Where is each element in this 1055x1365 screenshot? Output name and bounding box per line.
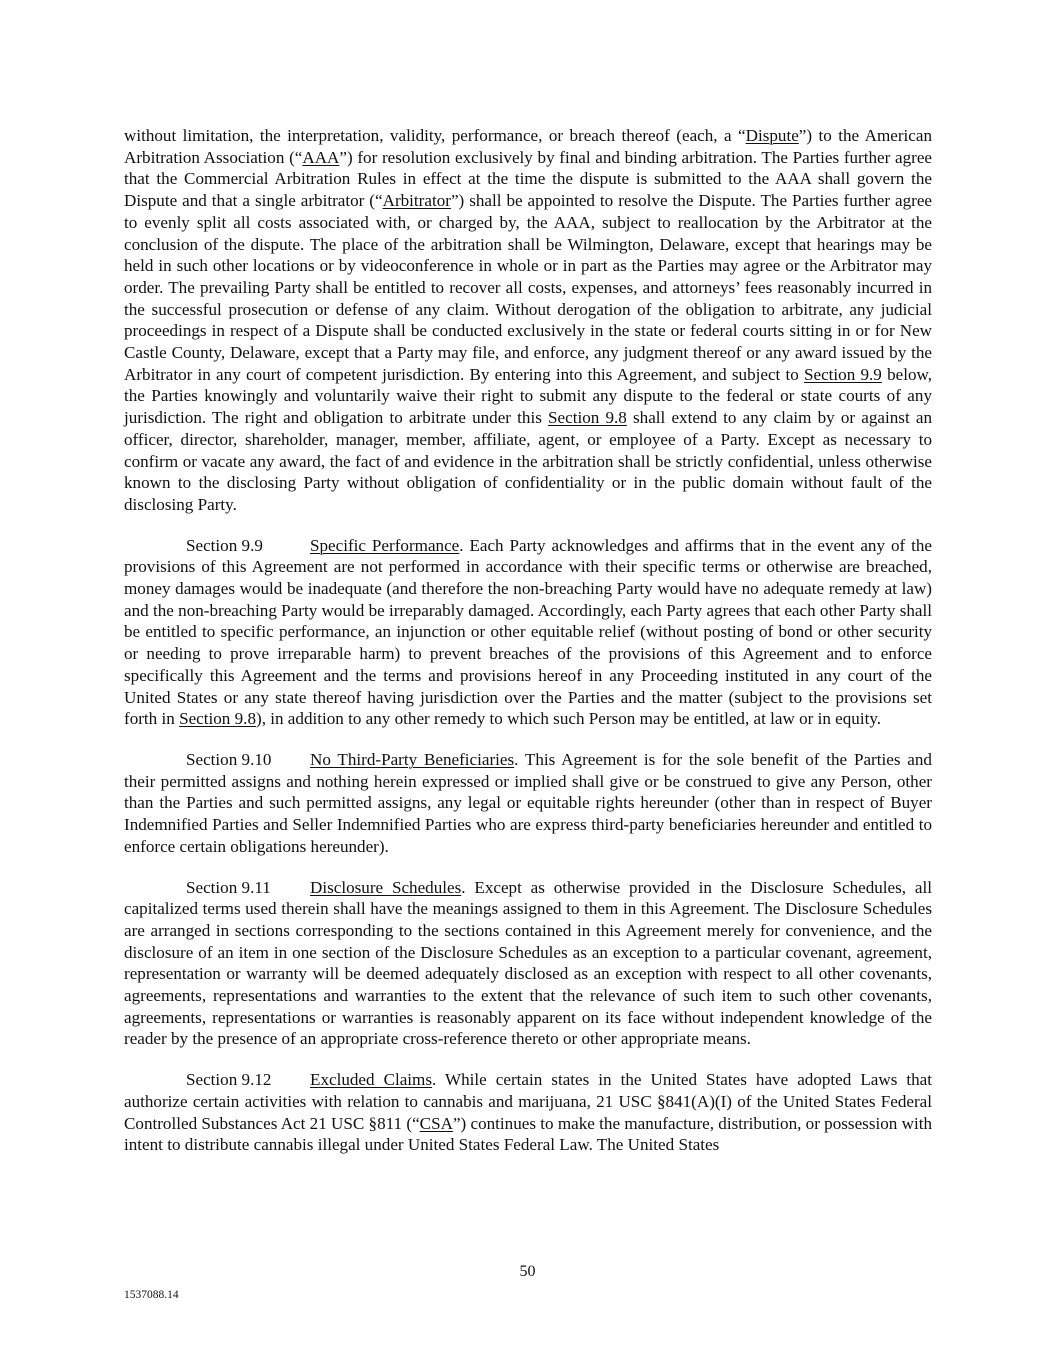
- document-id: 1537088.14: [124, 1289, 179, 1301]
- document-body: [124, 125, 932, 1175]
- defined-term-dispute: Dispute: [745, 126, 799, 145]
- section-heading: Specific Performance: [310, 535, 460, 555]
- section-number: Section 9.12: [186, 1070, 272, 1090]
- section-number: Section 9.10: [186, 749, 272, 769]
- cross-ref-section-9-9: Section 9.9: [804, 364, 882, 384]
- section-9-11: Section 9.11 Disclosure Schedules. Except as otherwise provided in the Disclosure Schedules, all capitalized terms used therein shall have the meanings assigned to them in this Agreement. The Disclosure Schedules are arranged in sections corresponding to the sections contained in this Agreement merely for convenience, and the disclosure of an item in one section of the Disclosure Schedules as an exception to a particular covenant, agreement, representation or warranty will be deemed adequately disclosed as an exception with respect to all other covenants, agreements, representations and warranties to the extent that the relevance of such item to such other covenants, agreements, representations or warranties is reasonably apparent on its face without independent knowledge of the reader by the presence of an appropriate cross-reference thereto or other appropriate means.: [124, 877, 932, 1049]
- section-heading: Disclosure Schedules: [310, 877, 462, 897]
- paragraph-arbitration: without limitation, the interpretation, validity, performance, or breach thereof (each, a “Dispute”) to the American Arbitration Association (“AAA”) for resolution exclusively by final and binding arbitration. The Parties further agree that the Commercial Arbitration Rules in effect at the time the dispute is submitted to the AAA shall govern the Dispute and that a single arbitrator (“Arbitrator”) shall be appointed to resolve the Dispute. The Parties further agree to evenly split all costs associated with, or charged by, the AAA, subject to reallocation by the Arbitrator at the conclusion of the dispute. The place of the arbitration shall be Wilmington, Delaware, except that hearings may be held in such other locations or by videoconference in whole or in part as the Parties may agree or the Arbitrator may order. The prevailing Party shall be entitled to recover all costs, expenses, and attorneys’ fees reasonably incurred in the successful prosecution or defense of any claim. Without derogation of the obligation to arbitrate, any judicial proceedings in respect of a Dispute shall be conducted exclusively in the state or federal courts sitting in or for New Castle County, Delaware, except that a Party may file, and enforce, any judgment thereof or any award issued by the Arbitrator in any court of competent jurisdiction. By entering into this Agreement, and subject to Section 9.9 below, the Parties knowingly and voluntarily waive their right to submit any dispute to the federal or state courts of any jurisdiction. The right and obligation to arbitrate under this Section 9.8 shall extend to any claim by or against an officer, director, shareholder, manager, member, affiliate, agent, or employee of a Party. Except as necessary to confirm or vacate any award, the fact of and evidence in the arbitration shall be strictly confidential, unless otherwise known to the disclosing Party without obligation of confidentiality or in the public domain without fault of the disclosing Party.: [124, 126, 933, 514]
- defined-term-aaa: AAA: [302, 147, 340, 167]
- cross-ref-section-9-8: Section 9.8: [548, 408, 627, 428]
- section-number: Section 9.11: [186, 877, 271, 897]
- cross-ref-section-9-8: Section 9.8: [179, 709, 256, 729]
- section-number: Section 9.9: [186, 535, 263, 555]
- section-9-10: Section 9.10 No Third-Party Beneficiaries. This Agreement is for the sole benefit of the Parties and their permitted assigns and nothing herein expressed or implied shall give or be construed to give any Person, other than the Parties and such permitted assigns, any legal or equitable rights hereunder (other than in respect of Buyer Indemnified Parties and Seller Indemnified Parties who are express third-party beneficiaries hereunder and entitled to enforce certain obligations hereunder).: [124, 749, 932, 856]
- defined-term-arbitrator: Arbitrator: [382, 191, 451, 211]
- section-heading: Excluded Claims: [310, 1070, 433, 1090]
- section-heading: No Third-Party Beneficiaries: [310, 749, 515, 769]
- section-9-9: Section 9.9 Specific Performance. Each Party acknowledges and affirms that in the event any of the provisions of this Agreement are not performed in accordance with their specific terms or otherwise are breached, money damages would be inadequate (and therefore the non-breaching Party would have no adequate remedy at law) and the non-breaching Party would be irreparably damaged. Accordingly, each Party agrees that each other Party shall be entitled to specific performance, an injunction or other equitable relief (without posting of bond or other security or needing to prove irreparable harm) to prevent breaches of the provisions of this Agreement and to enforce specifically this Agreement and the terms and provisions hereof in any Proceeding instituted in any court of the United States or any state thereof having jurisdiction over the Parties and the matter (subject to the provisions set forth in Section 9.8), in addition to any other remedy to which such Person may be entitled, at law or in equity.: [124, 535, 932, 729]
- defined-term-csa: CSA: [419, 1113, 453, 1133]
- section-9-12: Section 9.12 Excluded Claims. While certain states in the United States have adopted Laws that authorize certain activities with relation to cannabis and marijuana, 21 USC §841(A)(I) of the United States Federal Controlled Substances Act 21 USC §811 (“CSA”) continues to make the manufacture, distribution, or possession with intent to distribute cannabis illegal under United States Federal Law. The United States: [124, 1070, 932, 1155]
- page-number: 50: [519, 1263, 536, 1280]
